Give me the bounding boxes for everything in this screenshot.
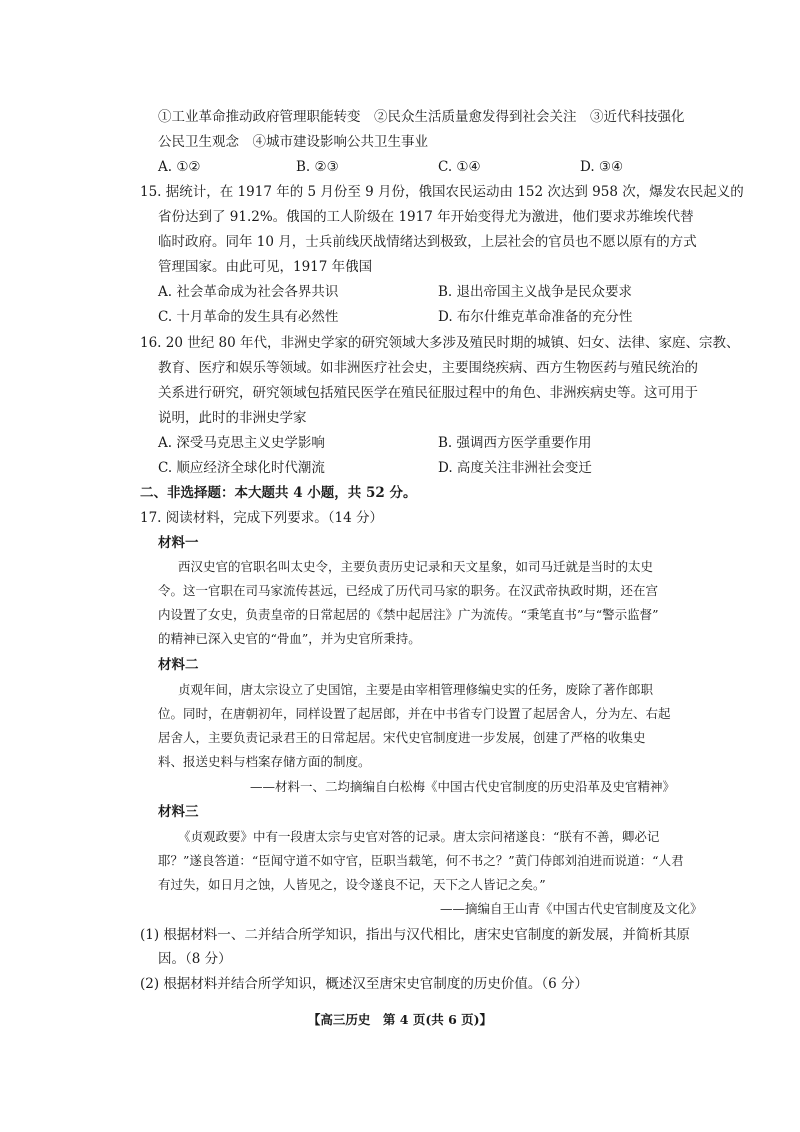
q15-option-a: A. 社会革命成为社会各界共识 bbox=[158, 284, 339, 300]
q14-option-d: D. ③④ bbox=[580, 159, 624, 175]
material-3-line-3: 有过失，如日月之蚀，人皆见之，设令遂良不记，天下之人皆记之矣。” bbox=[158, 877, 546, 892]
q14-statement-line-2: 公民卫生观念 ④城市建设影响公共卫生事业 bbox=[158, 134, 428, 150]
material-1-line-4: 的精神已深入史官的“骨血”，并为史官所秉持。 bbox=[158, 631, 421, 646]
q14-option-b: B. ②③ bbox=[296, 159, 339, 175]
q15-option-c: C. 十月革命的发生具有必然性 bbox=[158, 309, 339, 325]
section-2-heading: 二、非选择题：本大题共 4 小题，共 52 分。 bbox=[140, 485, 417, 501]
q15-option-b: B. 退出帝国主义战争是民众要求 bbox=[438, 284, 633, 300]
q17-subquestion-2: (2) 根据材料并结合所学知识，概述汉至唐宋史官制度的历史价值。（6 分） bbox=[140, 976, 589, 992]
q16-option-b: B. 强调西方医学重要作用 bbox=[438, 435, 592, 451]
q17-intro: 17. 阅读材料，完成下列要求。（14 分） bbox=[140, 510, 383, 526]
q14-option-c: C. ①④ bbox=[438, 159, 481, 175]
material-1-line-3: 内设置了女史，负责皇帝的日常起居的《禁中起居注》广为流传。“秉笔直书”与“警示监督” bbox=[158, 607, 659, 622]
q16-stem-line-4: 说明，此时的非洲史学家 bbox=[158, 410, 307, 426]
q16-option-d: D. 高度关注非洲社会变迁 bbox=[438, 460, 592, 476]
material-3-line-1: 《贞观政要》中有一段唐太宗与史官对答的记录。唐太宗问褚遂良：“朕有不善，卿必记 bbox=[178, 829, 660, 844]
q15-stem-line-4: 管理国家。由此可见，1917 年俄国 bbox=[158, 259, 373, 275]
page-footer: 【高三历史 第 4 页(共 6 页)】 bbox=[307, 1012, 493, 1027]
q14-statement-line-1: ①工业革命推动政府管理职能转变 ②民众生活质量愈发得到社会关注 ③近代科技强化 bbox=[158, 109, 685, 125]
material-2-line-2: 位。同时，在唐朝初年，同样设置了起居郎，并在中书省专门设置了起居舍人，分为左、右起 bbox=[158, 706, 671, 721]
q17-subquestion-1-line-1: (1) 根据材料一、二并结合所学知识，指出与汉代相比，唐宋史官制度的新发展，并简析其原 bbox=[140, 927, 690, 943]
material-2-source: ——材料一、二均摘编自白松梅《中国古代史官制度的历史沿革及史官精神》 bbox=[250, 779, 676, 794]
q15-stem-line-3: 临时政府。同年 10 月，士兵前线厌战情绪达到极致，上层社会的官员也不愿以原有的方式 bbox=[158, 234, 697, 250]
q15-stem-line-2: 省份达到了 91.2%。俄国的工人阶级在 1917 年开始变得尤为激进，他们要求苏维埃代替 bbox=[158, 209, 694, 225]
material-1-title: 材料一 bbox=[158, 535, 199, 551]
material-3-title: 材料三 bbox=[158, 804, 199, 820]
material-2-line-4: 料、报送史料与档案存储方面的制度。 bbox=[158, 754, 371, 769]
q16-stem-line-3: 关系进行研究，研究领域包括殖民医学在殖民征服过程中的角色、非洲疾病史等。这可用于 bbox=[158, 385, 698, 401]
material-1-line-1: 西汉史官的官职名叫太史令，主要负责历史记录和天文星象，如司马迁就是当时的太史 bbox=[178, 559, 654, 574]
material-2-title: 材料二 bbox=[158, 657, 199, 673]
material-2-line-1: 贞观年间，唐太宗设立了史国馆，主要是由宰相管理修编史实的任务，废除了著作郎职 bbox=[178, 682, 654, 697]
q14-option-a: A. ①② bbox=[158, 159, 201, 175]
material-3-line-2: 耶？”遂良答道：“臣闻守道不如守官，臣职当载笔，何不书之？”黄门侍郎刘洎进而说道：“人君 bbox=[158, 853, 684, 868]
material-2-line-3: 居舍人，主要负责记录君王的日常起居。宋代史官制度进一步发展，创建了严格的收集史 bbox=[158, 730, 646, 745]
q16-stem-line-1: 16. 20 世纪 80 年代，非洲史学家的研究领域大多涉及殖民时期的城镇、妇女、法律、家庭、宗教、 bbox=[140, 335, 740, 351]
q16-stem-line-2: 教育、医疗和娱乐等领域。如非洲医疗社会史，主要围绕疾病、西方生物医药与殖民统治的 bbox=[158, 360, 698, 376]
material-1-line-2: 令。这一官职在司马家流传甚远，已经成了历代司马家的职务。在汉武帝执政时期，还在宫 bbox=[158, 583, 659, 598]
q17-subquestion-1-line-2: 因。（8 分） bbox=[158, 951, 232, 967]
q16-option-c: C. 顺应经济全球化时代潮流 bbox=[158, 460, 325, 476]
q15-option-d: D. 布尔什维克革命准备的充分性 bbox=[438, 309, 633, 325]
material-3-source: ——摘编自王山青《中国古代史官制度及文化》 bbox=[440, 901, 703, 916]
q16-option-a: A. 深受马克思主义史学影响 bbox=[158, 435, 325, 451]
q15-stem-line-1: 15. 据统计，在 1917 年的 5 月份至 9 月份，俄国农民运动由 152 次达到 958 次，爆发农民起义的 bbox=[140, 184, 744, 200]
